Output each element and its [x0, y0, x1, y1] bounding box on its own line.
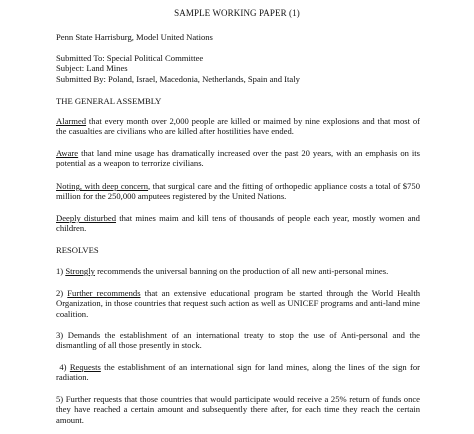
- school-line: Penn State Harrisburg, Model United Nations: [56, 32, 213, 42]
- preamble-clause-disturbed: [56, 213, 420, 234]
- submission-info: [56, 53, 420, 84]
- document-title: SAMPLE WORKING PAPER (1): [174, 8, 300, 18]
- clause-lead: Further recommends: [67, 288, 141, 298]
- clause-number: 1): [56, 266, 66, 276]
- clause-lead: Deeply disturbed: [56, 213, 117, 223]
- submitted-to: Submitted To: Special Political Committee: [56, 53, 204, 63]
- clause-text: the establishment of an international sign for land mines, along the lines of the sign for radiation.: [56, 362, 420, 383]
- resolves-heading: RESOLVES: [56, 245, 99, 255]
- resolves-clause-5: [56, 394, 420, 425]
- clause-number: 4): [59, 362, 70, 372]
- clause-text: Further requests that those countries that would participate would receive a 25% return of funds once they have reached a certain amount and subsequently there after, for each time they reach the certain amount.: [56, 394, 420, 425]
- preamble-clause-aware: [56, 148, 420, 169]
- subject-line: Subject: Land Mines: [56, 63, 128, 74]
- clause-lead: Alarmed: [56, 116, 87, 126]
- clause-text: , that surgical care and the fitting of orthopedic appliance costs a total of $750 million for the 250,000 amputees registered by the United Nations.: [56, 181, 420, 202]
- clause-text: that mines maim and kill tens of thousands of people each year, mostly women and children.: [56, 213, 420, 234]
- clause-number: 5): [56, 394, 66, 404]
- body-heading: THE GENERAL ASSEMBLY: [56, 96, 162, 106]
- clause-text: that an extensive educational program be started through the World Health Organization, in those countries that request such action as well as UNICEF programs and anti-land mine coalition.: [56, 288, 420, 319]
- clause-number: 2): [56, 288, 68, 298]
- preamble-clause-alarmed: [56, 116, 420, 137]
- resolves-clause-1: [56, 266, 420, 276]
- clause-lead: Aware: [56, 148, 79, 158]
- clause-lead: Strongly: [65, 266, 95, 276]
- resolves-clause-2: [56, 288, 420, 319]
- clause-number: 3): [56, 330, 68, 340]
- clause-text: recommends the universal banning on the production of all new anti-personal mines.: [94, 266, 389, 276]
- clause-lead: Requests: [69, 362, 101, 372]
- clause-text: Demands the establishment of an international treaty to stop the use of Anti-personal and the dismantling of all those presently in stock.: [56, 330, 420, 351]
- clause-text: that land mine usage has dramatically increased over the past 20 years, with an emphasis on its potential as a weapon to terrorize civilians.: [56, 148, 420, 169]
- submitted-by: Submitted By: Poland, Israel, Macedonia, Netherlands, Spain and Italy: [56, 73, 300, 84]
- clause-text: that every month over 2,000 people are killed or maimed by nine explosions and that most of the casualties are civilians who are killed after hostilities have ended.: [56, 116, 420, 137]
- resolves-clause-4: [56, 362, 420, 383]
- preamble-clause-noting: [56, 181, 420, 202]
- clause-lead: Noting, with deep concern: [56, 181, 149, 191]
- resolves-clause-3: [56, 330, 420, 351]
